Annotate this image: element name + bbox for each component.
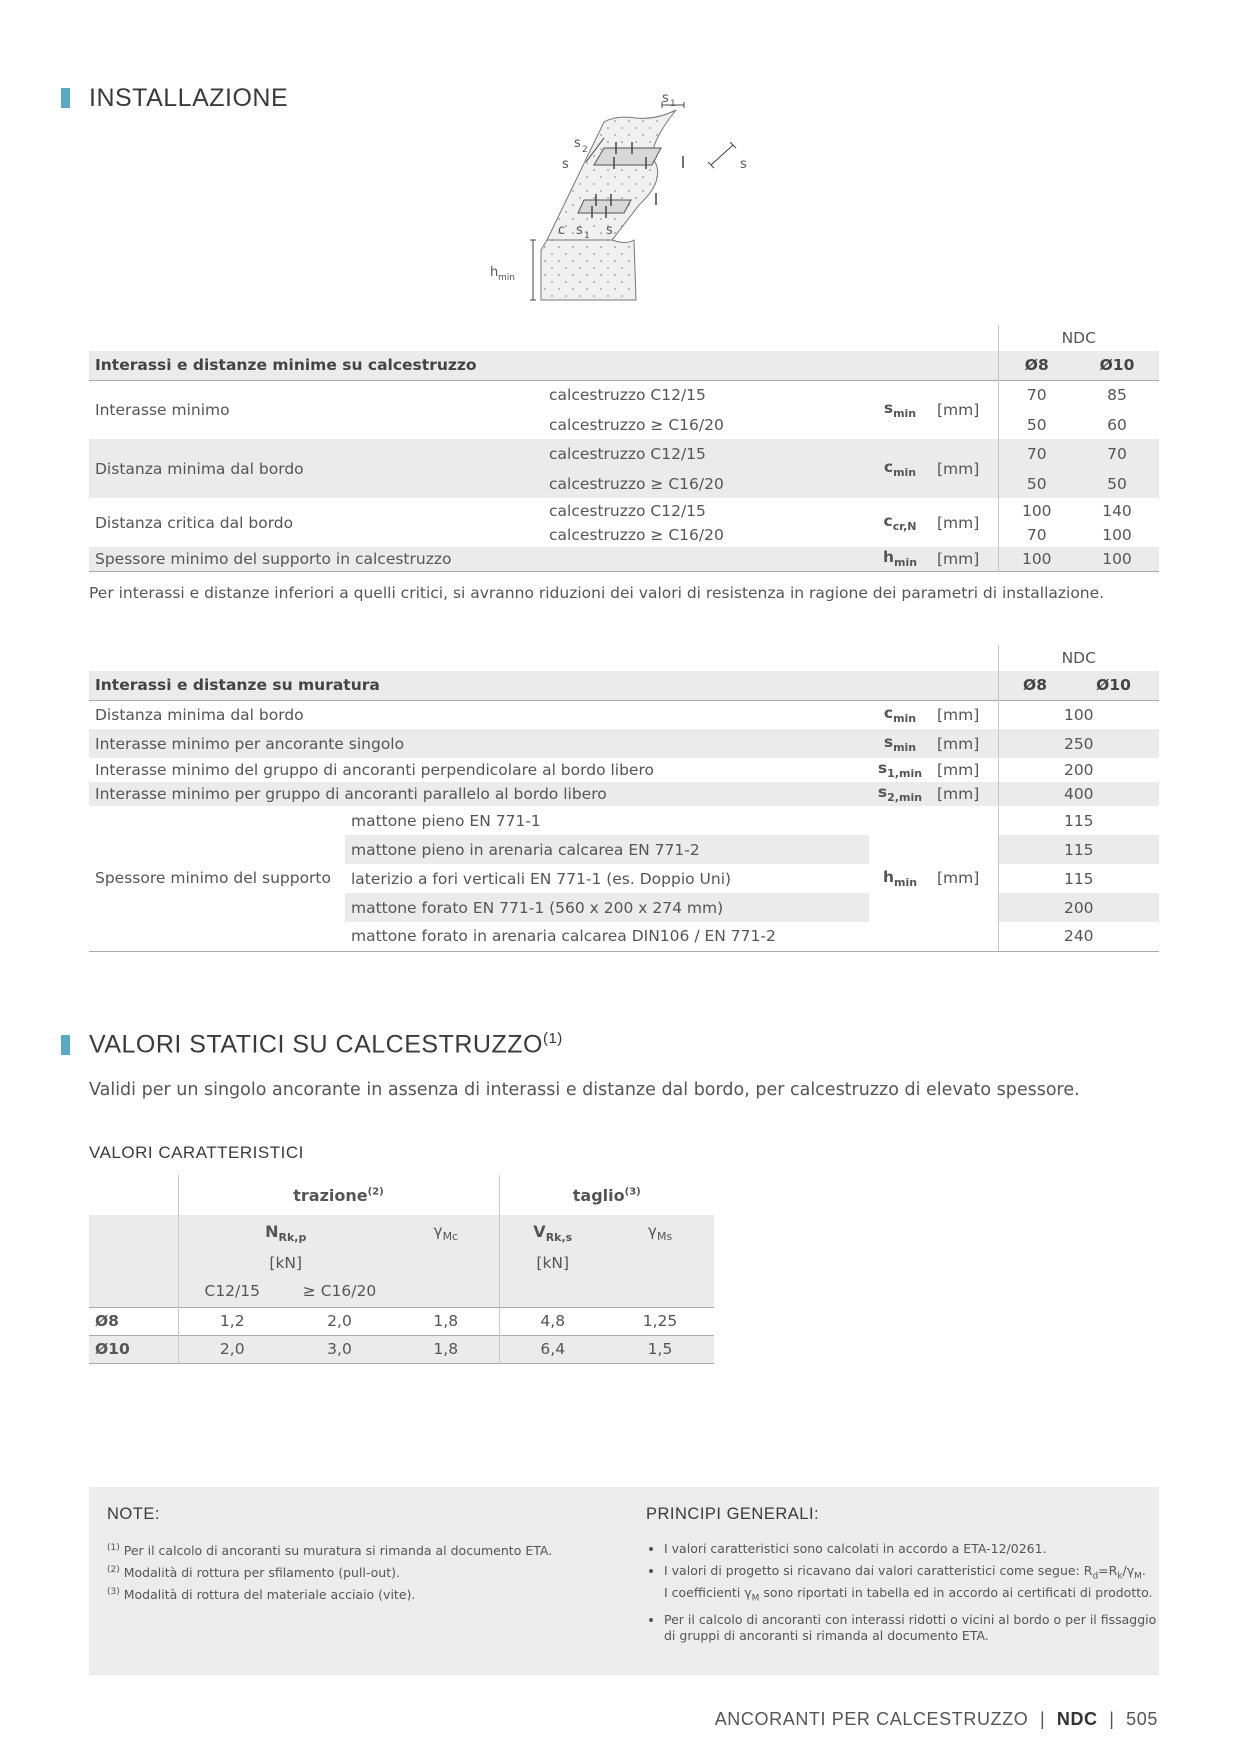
svg-text:1: 1 — [584, 231, 590, 241]
col-d8: Ø8 — [998, 351, 1075, 380]
note-item: $^{(2)}$ Modalità di rottura per sfilamento (pull-out). — [107, 1565, 400, 1581]
value-cell: 70 — [998, 380, 1075, 410]
value-cell: 200 — [998, 893, 1159, 922]
note-item: $^{(3)}$ Modalità di rottura del materiale acciaio (vite). — [107, 1587, 416, 1603]
sub-label: calcestruzzo C12/15 — [549, 386, 706, 405]
value-cell: 3,0 — [286, 1335, 393, 1363]
value-cell: 1,2 — [178, 1307, 286, 1335]
svg-text:h: h — [490, 265, 499, 280]
principi-title: PRINCIPI GENERALI: — [646, 1505, 820, 1523]
unit: [mm] — [937, 705, 980, 724]
unit: [mm] — [931, 439, 998, 498]
value-cell: 1,25 — [642, 1312, 678, 1330]
symbol-gmc: $\gamma_{Mc}$ — [393, 1215, 499, 1251]
value-cell: 50 — [998, 469, 1075, 498]
symbol: $c_{min}$ — [869, 439, 931, 498]
symbol: $s_{2,min}$ — [869, 782, 931, 806]
unit-kn: [kN] — [499, 1251, 606, 1275]
svg-text:min: min — [498, 273, 515, 283]
value-cell: 100 — [998, 700, 1159, 729]
diameter-label: Ø8 — [95, 1312, 119, 1330]
row-label: Spessore minimo del supporto in calcestruzzo — [89, 547, 869, 571]
value-cell: 100 — [998, 547, 1075, 571]
sub-label: calcestruzzo ≥ C16/20 — [543, 469, 869, 498]
sub-label: calcestruzzo C12/15 — [543, 439, 869, 469]
diameter-label: Ø10 — [89, 1335, 178, 1363]
installation-diagram — [486, 90, 756, 310]
svg-text:2: 2 — [582, 145, 588, 155]
sub-label: calcestruzzo ≥ C16/20 — [549, 415, 724, 434]
svg-text:s: s — [662, 91, 669, 106]
unit: [mm] — [931, 729, 998, 758]
value-cell: 60 — [1107, 415, 1127, 434]
value-cell: 100 — [998, 498, 1075, 523]
valori-subtitle: VALORI CARATTERISTICI — [89, 1143, 304, 1162]
unit: [mm] — [931, 782, 998, 806]
col-d8: Ø8 — [1023, 676, 1047, 695]
section-title-installazione: INSTALLAZIONE — [89, 84, 289, 112]
value-cell: 115 — [998, 864, 1159, 893]
row-label: Distanza minima dal bordo — [89, 439, 543, 498]
material-label: mattone pieno EN 771-1 — [351, 811, 541, 830]
symbol: $h_{min}$ — [869, 547, 931, 571]
principi-item: • I valori di progetto si ricavano dai valori caratteristici come segue: $R_d=R_k/\gamma_M$. I coefficienti $\gamma_M$ sono riportati in tabella ed in accordo ai certificati di prodotto. — [664, 1563, 1164, 1606]
footer-section: ANCORANTI PER CALCESTRUZZO — [714, 1709, 1029, 1729]
page-number: 505 — [1126, 1709, 1158, 1729]
sub-label: calcestruzzo ≥ C16/20 — [549, 526, 724, 544]
note-item: $^{(1)}$ Per il calcolo di ancoranti su muratura si rimanda al documento ETA. — [107, 1543, 553, 1559]
value-cell: 250 — [998, 729, 1159, 758]
diameter-headers — [998, 671, 1159, 700]
table-header-label: Interassi e distanze minime su calcestruzzo — [89, 351, 998, 380]
row-label: Interasse minimo per ancorante singolo — [89, 729, 869, 758]
row-label: Interasse minimo per gruppo di ancoranti parallelo al bordo libero — [89, 782, 869, 806]
value-cell: 4,8 — [499, 1307, 606, 1335]
section-marker — [61, 88, 70, 108]
row-label: Distanza critica dal bordo — [95, 513, 294, 532]
symbol: $c_{min}$ — [883, 704, 917, 726]
support-label: Spessore minimo del supporto — [89, 806, 345, 951]
value-cell: 400 — [998, 782, 1159, 806]
value-cell: 6,4 — [499, 1335, 606, 1363]
material-label: mattone pieno in arenaria calcarea EN 771-2 — [345, 835, 869, 864]
sub-label: calcestruzzo C12/15 — [549, 501, 706, 520]
material-label: mattone forato in arenaria calcarea DIN106 / EN 771-2 — [351, 927, 776, 946]
value-cell: 50 — [998, 410, 1075, 439]
value-cell: 100 — [1075, 547, 1159, 571]
principi-item: • I valori caratteristici sono calcolati in accordo a ETA-12/0261. — [664, 1541, 1164, 1557]
unit: [mm] — [931, 547, 998, 571]
class-c1215: C12/15 — [178, 1275, 286, 1307]
notes-title: NOTE: — [107, 1505, 160, 1523]
material-label: mattone forato EN 771-1 (560 x 200 x 274 mm) — [345, 893, 869, 922]
svg-text:s: s — [606, 223, 613, 238]
symbol: $s_{min}$ — [869, 729, 931, 758]
svg-text:c: c — [558, 223, 566, 238]
value-cell: 140 — [1102, 501, 1132, 520]
col-d10: Ø10 — [1096, 676, 1131, 695]
col-d10: Ø10 — [1075, 351, 1159, 380]
table-note: Per interassi e distanze inferiori a quelli critici, si avranno riduzioni dei valori di resistenza in ragione dei parametri di installazione. — [89, 584, 1105, 602]
svg-text:1: 1 — [670, 99, 676, 109]
group-header: NDC — [998, 645, 1159, 671]
value-cell: 240 — [998, 922, 1159, 951]
table-muratura — [89, 645, 1159, 952]
unit: [mm] — [931, 806, 998, 951]
value-cell: 2,0 — [327, 1312, 352, 1330]
value-cell: 1,8 — [433, 1312, 459, 1330]
table-valori — [89, 1175, 714, 1364]
svg-text:s: s — [576, 223, 583, 238]
header-trazione: trazione$^{(2)}$ — [178, 1175, 499, 1215]
row-label: Distanza minima dal bordo — [95, 705, 304, 724]
unit: [mm] — [937, 513, 980, 532]
principi-list — [646, 1541, 1164, 1650]
unit: [mm] — [937, 400, 980, 419]
symbol-gms: $\gamma_{Ms}$ — [606, 1215, 714, 1251]
symbol: $c_{cr,N}$ — [883, 511, 917, 534]
value-cell: 1,5 — [606, 1335, 714, 1363]
symbol: $s_{1,min}$ — [877, 759, 923, 781]
value-cell: 1,8 — [393, 1335, 499, 1363]
principi-item: • Per il calcolo di ancoranti con interassi ridotti o vicini al bordo o per il fissaggio di gruppi di ancoranti si rimanda al documento ETA. — [664, 1612, 1164, 1644]
symbol: $s_{min}$ — [883, 399, 917, 421]
value-cell: 115 — [998, 835, 1159, 864]
group-header: NDC — [998, 325, 1159, 351]
unit-kn: [kN] — [178, 1251, 393, 1275]
table-calcestruzzo — [89, 325, 1159, 572]
symbol-nrk: $N_{Rk,p}$ — [178, 1215, 393, 1251]
value-cell: 70 — [1075, 439, 1159, 469]
value-cell: 70 — [998, 523, 1075, 547]
symbol-vrk: $V_{Rk,s}$ — [499, 1215, 606, 1251]
section-title-valori: VALORI STATICI SU CALCESTRUZZO$^{(1)}$ — [89, 1030, 563, 1059]
value-cell: 85 — [1107, 386, 1127, 405]
row-label: Interasse minimo — [95, 400, 230, 419]
svg-text:s: s — [574, 136, 581, 151]
class-c1620: ≥ C16/20 — [286, 1275, 393, 1307]
valori-intro: Validi per un singolo ancorante in assenza di interassi e distanze dal bordo, per calcestruzzo di elevato spessore. — [89, 1080, 1080, 1100]
svg-text:s: s — [740, 157, 747, 172]
page-footer: ANCORANTI PER CALCESTRUZZO | NDC | 505 — [714, 1709, 1158, 1729]
symbol: $h_{min}$ — [869, 806, 931, 951]
value-cell: 70 — [998, 439, 1075, 469]
value-cell: 115 — [998, 806, 1159, 835]
footer-product: NDC — [1056, 1709, 1098, 1729]
value-cell: 100 — [1102, 526, 1132, 544]
value-cell: 200 — [998, 758, 1159, 782]
unit: [mm] — [937, 761, 980, 779]
value-cell: 2,0 — [178, 1335, 286, 1363]
table-header-label: Interassi e distanze su muratura — [89, 671, 998, 700]
row-label: Interasse minimo del gruppo di ancoranti perpendicolare al bordo libero — [95, 761, 654, 779]
material-label: laterizio a fori verticali EN 771-1 (es. Doppio Uni) — [351, 869, 732, 888]
section-marker — [61, 1035, 70, 1055]
value-cell: 50 — [1075, 469, 1159, 498]
svg-text:s: s — [562, 157, 569, 172]
header-taglio: taglio$^{(3)}$ — [499, 1175, 714, 1215]
